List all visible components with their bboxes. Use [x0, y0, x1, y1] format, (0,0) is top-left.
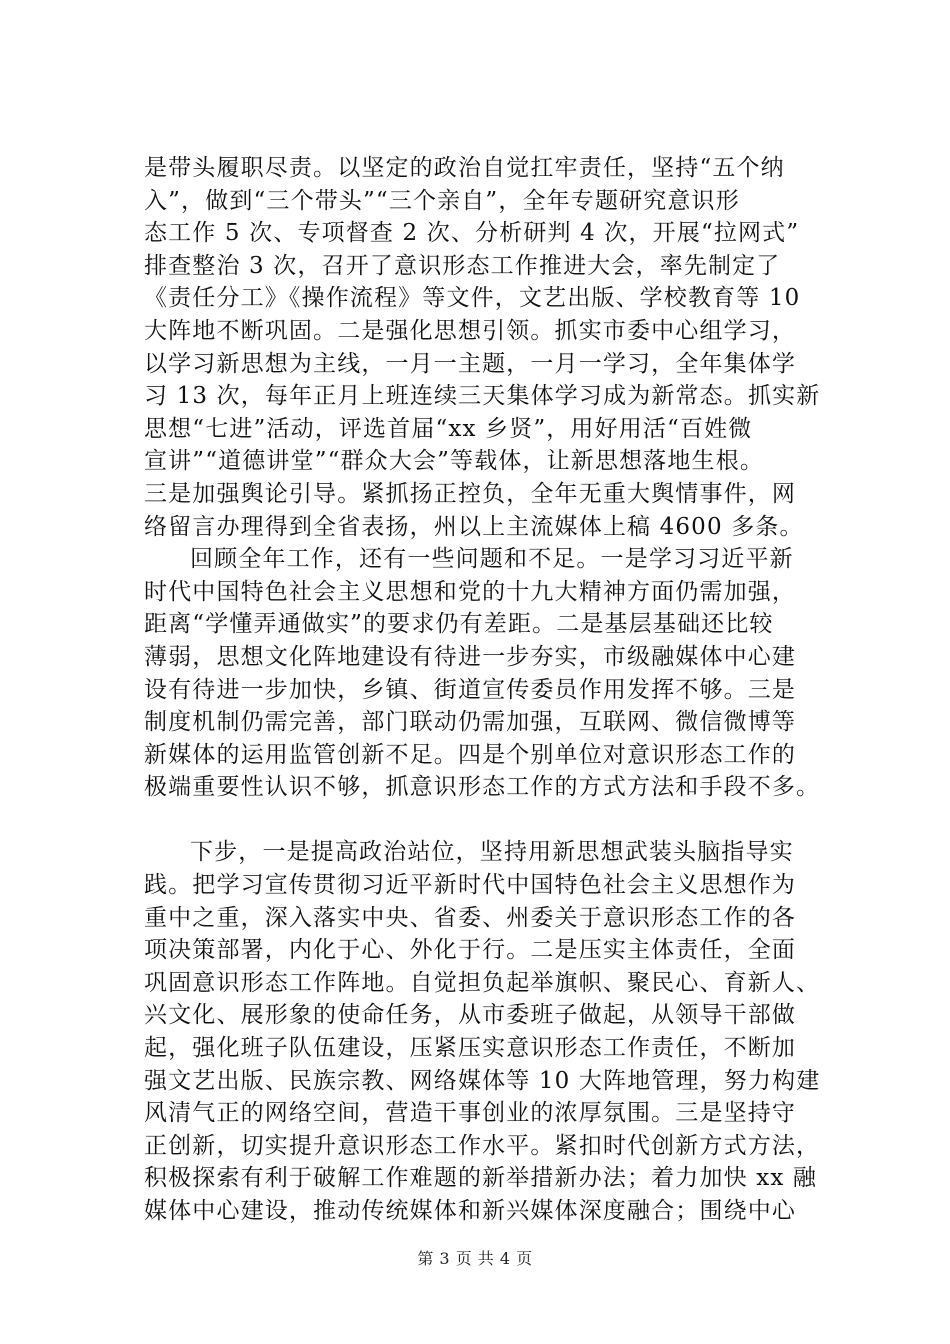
- text-line: 巩固意识形态工作阵地。自觉担负起举旗帜、聚民心、育新人、: [144, 969, 821, 996]
- text-line: 宣讲”“道德讲堂”“群众大会”等载体，让新思想落地生根。: [144, 448, 764, 475]
- text-line: 大阵地不断巩固。二是强化思想引领。抓实市委中心组学习，: [144, 317, 797, 344]
- text-line: 极端重要性认识不够，抓意识形态工作的方式方法和手段不多。: [144, 774, 821, 801]
- text-line: 三是加强舆论引导。紧抓扬正控负，全年无重大舆情事件，网: [144, 480, 797, 507]
- text-line: 习 13 次，每年正月上班连续三天集体学习成为新常态。抓实新: [144, 383, 821, 410]
- text-line: 时代中国特色社会主义思想和党的十九大精神方面仍需加强，: [144, 578, 797, 605]
- page-footer: 第 3 页 共 4 页: [417, 1249, 533, 1268]
- text-line: 风清气正的网络空间，营造干事创业的浓厚氛围。三是坚持守: [144, 1100, 797, 1127]
- text-line: 入”，做到“三个带头”“三个亲自”，全年专题研究意识形: [144, 187, 740, 214]
- text-line: 积极探索有利于破解工作难题的新举措新办法；着力加快 xx 融: [144, 1165, 818, 1192]
- text-line: 制度机制仍需完善，部门联动仍需加强，互联网、微信微博等: [144, 709, 797, 736]
- text-line: 践。把学习宣传贯彻习近平新时代中国特色社会主义思想作为: [144, 872, 797, 899]
- document-body: [144, 152, 834, 1228]
- text-line: 《责任分工》《操作流程》等文件，文艺出版、学校教育等 10: [144, 285, 801, 312]
- text-line: 排查整治 3 次，召开了意识形态工作推进大会，率先制定了: [144, 252, 781, 279]
- text-line: 新媒体的运用监管创新不足。四是个别单位对意识形态工作的: [144, 741, 797, 768]
- text-line: 以学习新思想为主线，一月一主题，一月一学习，全年集体学: [144, 350, 797, 377]
- text-line: 态工作 5 次、专项督查 2 次、分析研判 4 次，开展“拉网式”: [144, 220, 800, 247]
- text-line: 重中之重，深入落实中央、省委、州委关于意识形态工作的各: [144, 904, 797, 931]
- text-line: 起，强化班子队伍建设，压紧压实意识形态工作责任，不断加: [144, 1035, 797, 1062]
- text-line: 回顾全年工作，还有一些问题和不足。一是学习习近平新: [190, 546, 794, 573]
- text-line: 是带头履职尽责。以坚定的政治自觉扛牢责任，坚持“五个纳: [144, 155, 785, 181]
- text-line: 络留言办理得到全省表扬，州以上主流媒体上稿 4600 多条。: [144, 513, 804, 540]
- text-line: 设有待进一步加快，乡镇、街道宣传委员作用发挥不够。三是: [144, 676, 797, 703]
- text-line: 媒体中心建设，推动传统媒体和新兴媒体深度融合；围绕中心: [144, 1198, 797, 1224]
- blank-line: [144, 804, 834, 837]
- text-line: 距离“学懂弄通做实”的要求仍有差距。二是基层基础还比较: [144, 611, 774, 638]
- text-line: 强文艺出版、民族宗教、网络媒体等 10 大阵地管理，努力构建: [144, 1067, 821, 1094]
- text-line: 薄弱，思想文化阵地建设有待进一步夯实，市级融媒体中心建: [144, 643, 797, 670]
- text-line: 正创新，切实提升意识形态工作水平。紧扣时代创新方式方法，: [144, 1132, 821, 1159]
- text-line: 项决策部署，内化于心、外化于行。二是压实主体责任，全面: [144, 937, 797, 964]
- text-line: 下步，一是提高政治站位，坚持用新思想武装头脑指导实: [190, 839, 794, 866]
- text-line: 思想“七进”活动，评选首届“xx 乡贤”，用好用活“百姓微: [144, 415, 753, 442]
- text-line: 兴文化、展形象的使命任务，从市委班子做起，从领导干部做: [144, 1002, 797, 1029]
